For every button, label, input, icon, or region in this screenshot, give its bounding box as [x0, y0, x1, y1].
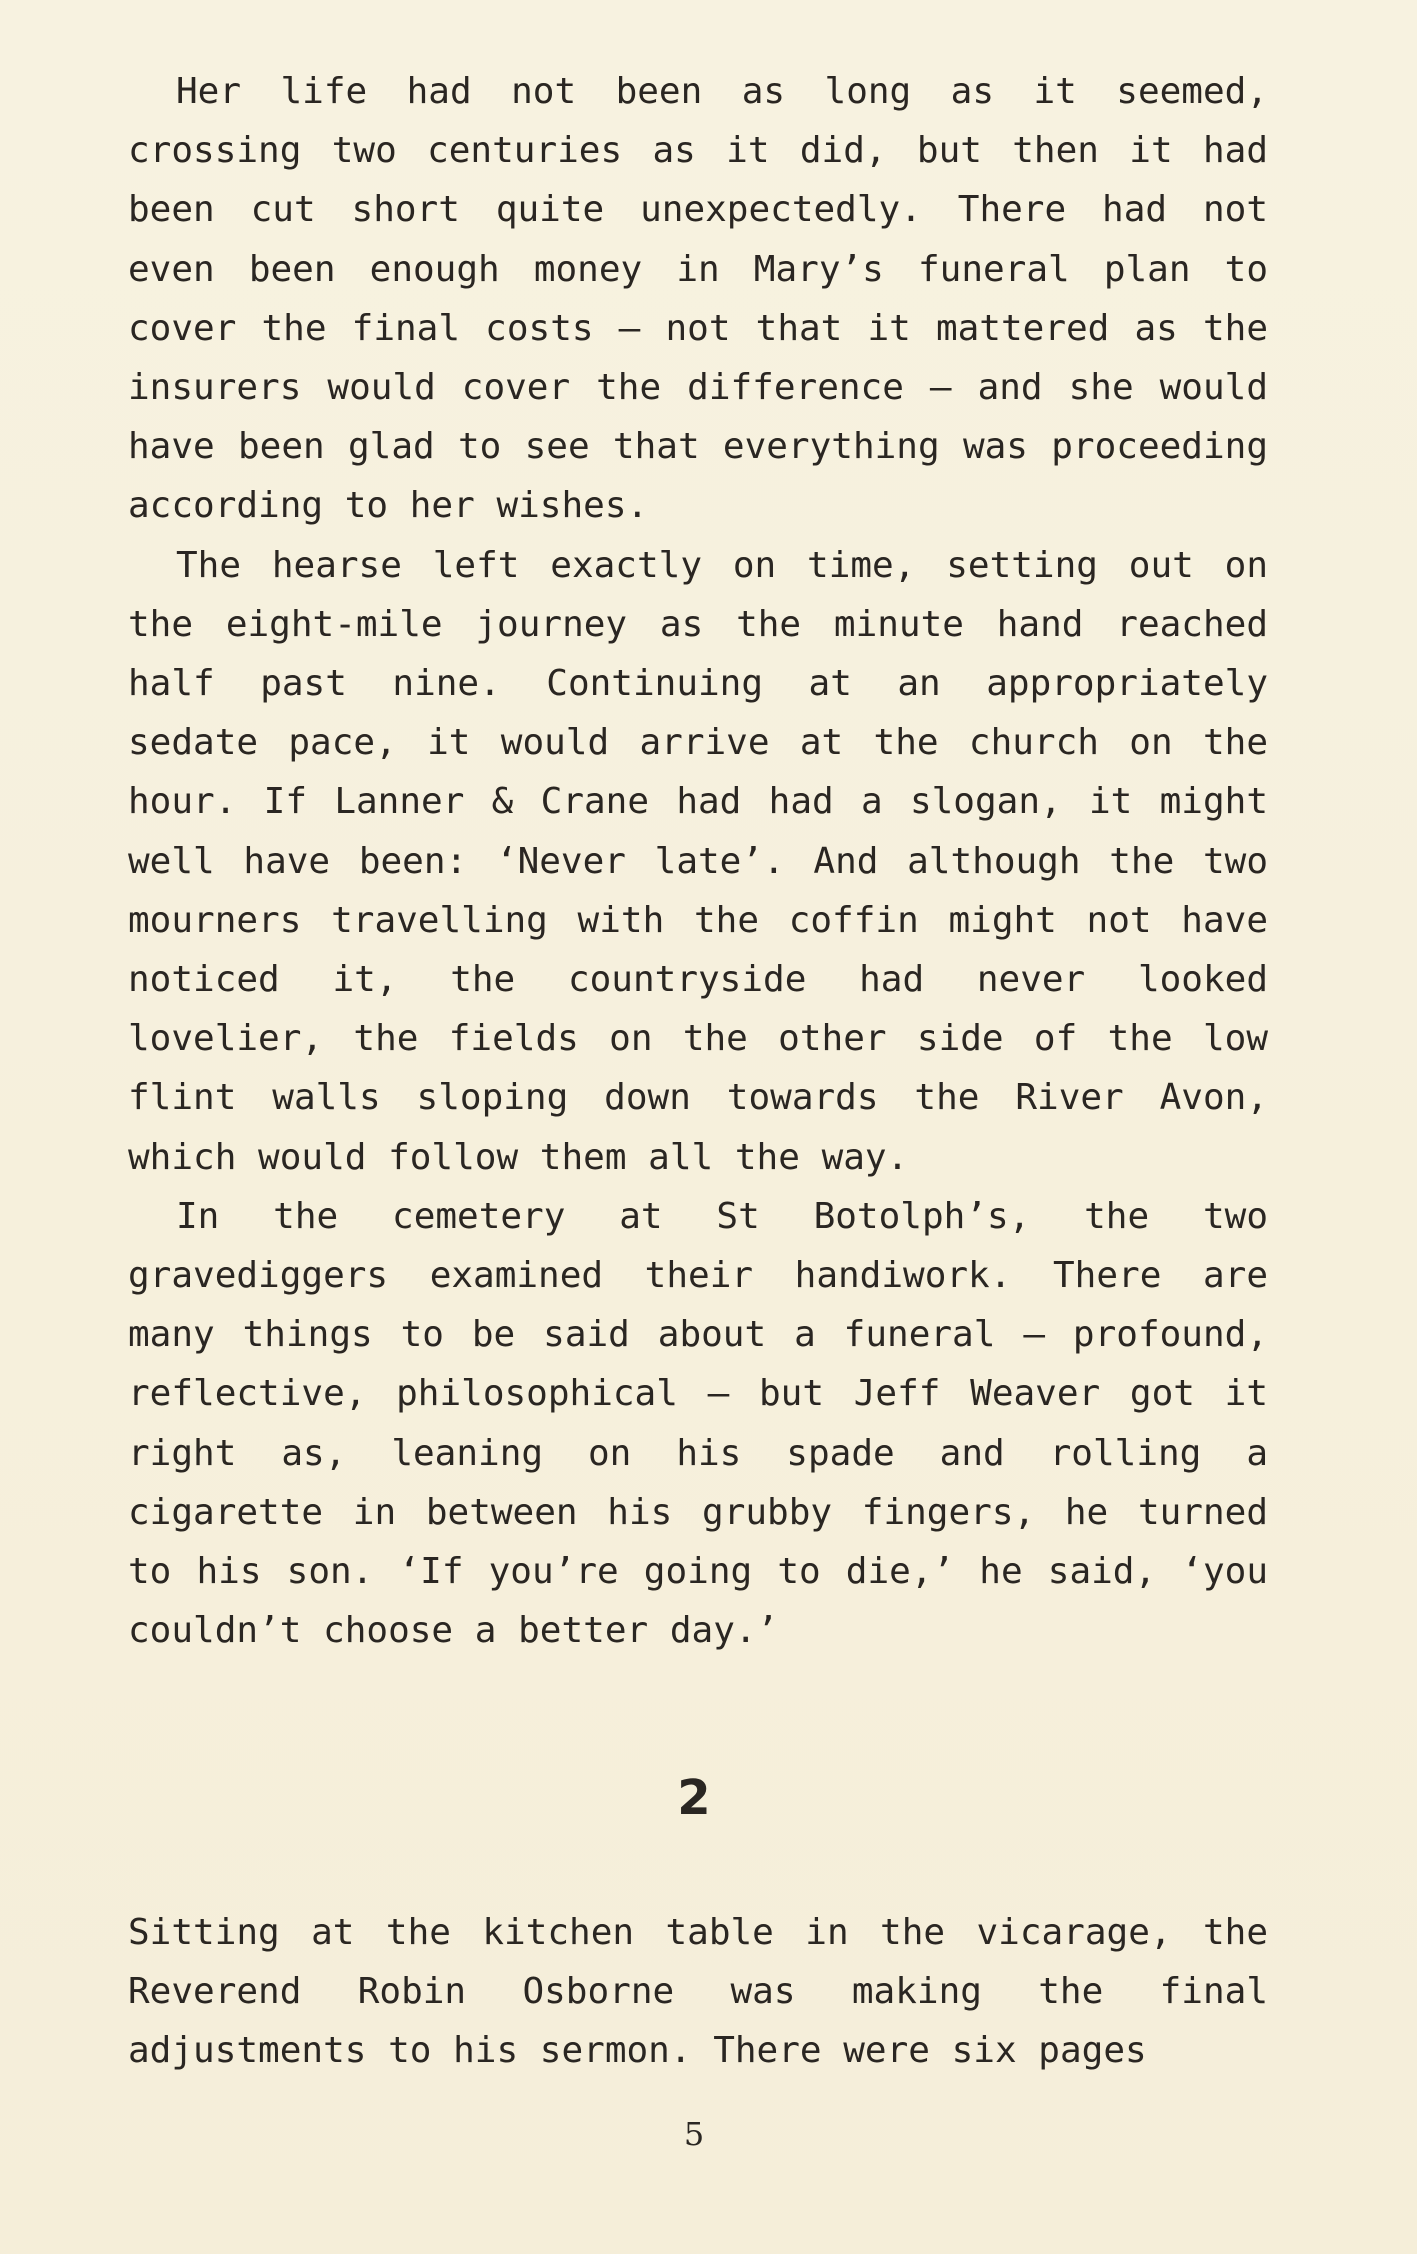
paragraph-2: The hearse left exactly on time, setting out on the eight-mile journey as the minute hand reached half past nine. Continuing at an appropriately sedate pace, it would arrive at the church on the hour. If Lanner & Crane had had a slogan, it might well have been: ‘Never late’. And although the two mourners travelling with the coffin might not have noticed it, the countryside had never looked lovelier, the fields on the other side of the low flint walls sloping down towards the River Avon, which would follow them all the way. [128, 544, 1268, 1178]
chapter-number: 2 [677, 1770, 711, 1826]
chapter-opening-paragraph: Sitting at the kitchen table in the vicarage, the Reverend Robin Osborne was making the final adjustments to his sermon. There were six pages [128, 1912, 1268, 2072]
paragraph-3: In the cemetery at St Botolph’s, the two gravediggers examined their handiwork. There are many things to be said about a funeral – profound, reflective, philosophical – but Jeff Weaver got it right as, leaning on his spade and rolling a cigarette in between his grubby fingers, he turned to his son. ‘If you’re going to die,’ he said, ‘you couldn’t choose a better day.’ [128, 1195, 1268, 1652]
chapter-2-text [128, 1903, 1268, 2081]
chapter-1-text [128, 62, 1268, 1660]
page-number: 5 [683, 2115, 705, 2153]
paragraph-1: Her life had not been as long as it seemed, crossing two centuries as it did, but then it had been cut short quite unexpectedly. There had not even been enough money in Mary’s funeral plan to cover the final costs – not that it mattered as the insurers would cover the difference – and she would have been glad to see that everything was proceeding according to her wishes. [128, 71, 1268, 527]
